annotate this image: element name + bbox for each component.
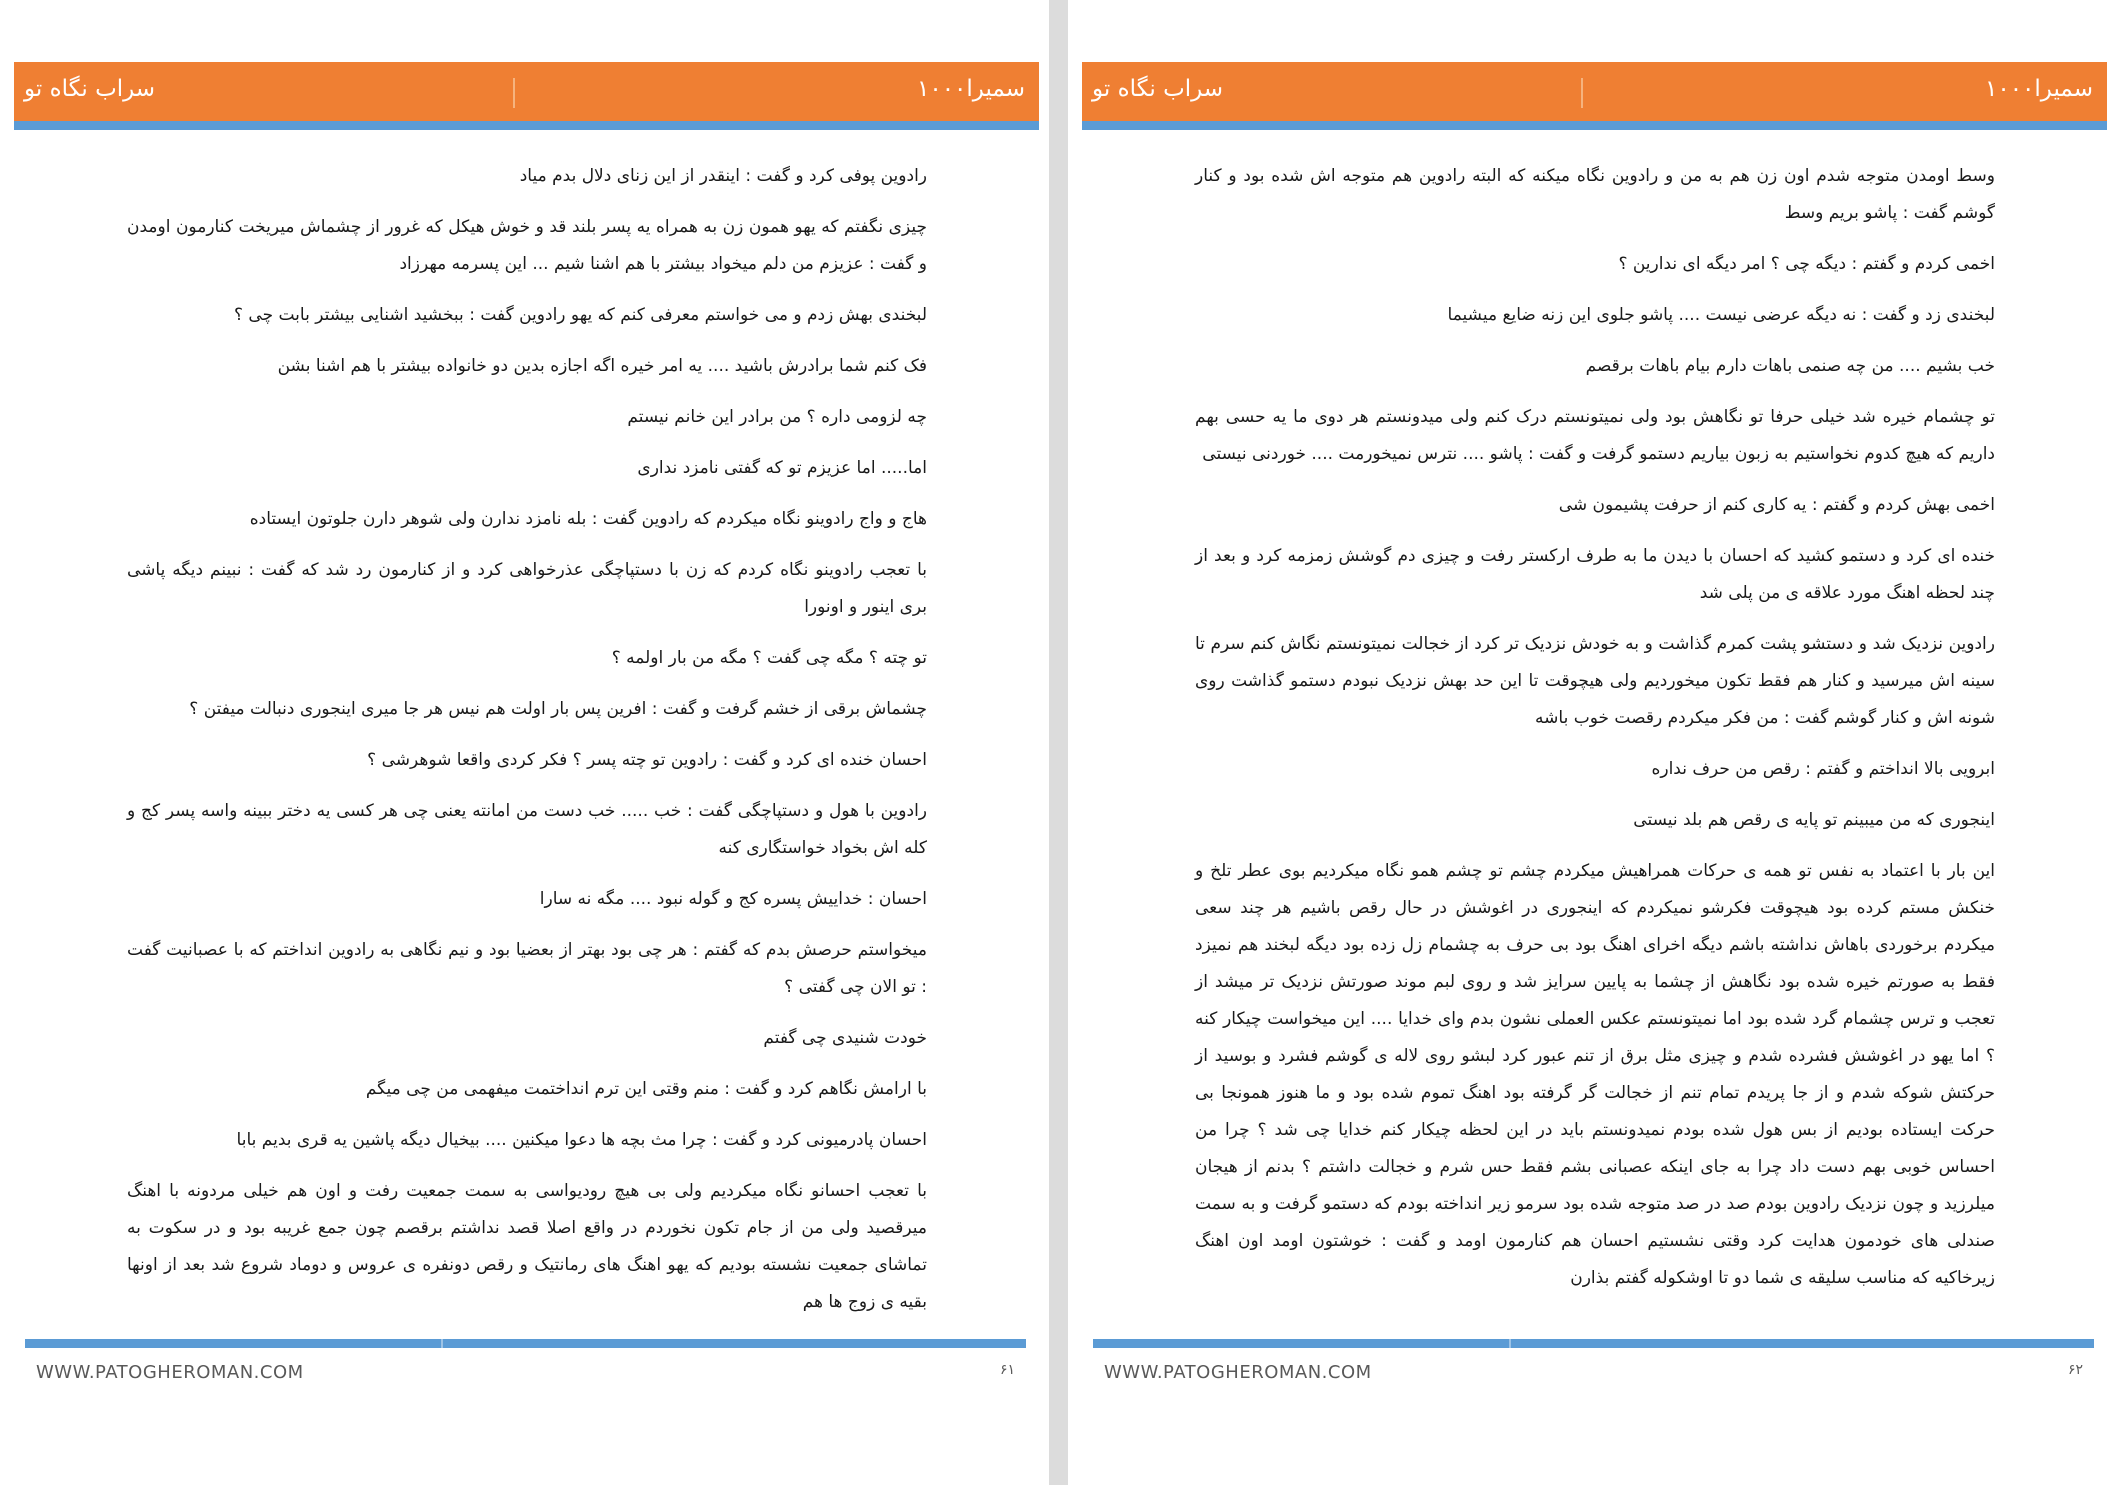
paragraph: احسان : خداییش پسره کج و گوله نبود .... مگه نه سارا bbox=[539, 889, 927, 909]
footer-rule-tick bbox=[1509, 1339, 1511, 1348]
paragraph: خودت شنیدی چی گفتم bbox=[763, 1028, 927, 1048]
website-link[interactable]: WWW.PATOGHEROMAN.COM bbox=[1104, 1362, 1372, 1383]
paragraph: اخمی کردم و گفتم : دیگه چی ؟ امر دیگه ای ندارین ؟ bbox=[1618, 254, 1995, 274]
page-gutter bbox=[1049, 0, 1068, 1485]
page-body bbox=[1195, 158, 1995, 1311]
paragraph: با ارامش نگاهم کرد و گفت : منم وقتی این ترم انداختمت میفهمی من چی میگم bbox=[365, 1079, 927, 1099]
paragraph: احسان خنده ای کرد و گفت : رادوین تو چته پسر ؟ فکر کردی واقعا شوهرشی ؟ bbox=[367, 750, 927, 770]
paragraph: وسط اومدن متوجه شدم اون زن هم به من و رادوین نگاه میکنه که البته رادوین هم متوجه اش شده بود و کنار گوشم گفت : پاشو بریم وسط bbox=[1195, 166, 1995, 223]
website-link[interactable]: WWW.PATOGHEROMAN.COM bbox=[36, 1362, 304, 1383]
paragraph: رادوین نزدیک شد و دستشو پشت کمرم گذاشت و به خودش نزدیک تر کرد از خجالت نمیتونستم نگاش کنم سرم تا سینه اش میرسید و کنار هم فقط تکون میخوردیم ولی هیچوقت تا این حد بهش نزدیک نبودم دستمو گذاشت روی شونه اش و کنار گوشم گفت : من فکر میکردم رقصت خوب باشه bbox=[1195, 634, 1995, 728]
paragraph: فک کنم شما برادرش باشید .... یه امر خیره اگه اجازه بدین دو خانواده بیشتر با هم اشنا بشن bbox=[277, 356, 927, 376]
paragraph: لبخندی بهش زدم و می خواستم معرفی کنم که یهو رادوین گفت : ببخشید اشنایی بیشتر بابت چی ؟ bbox=[233, 305, 927, 325]
paragraph: رادوین با هول و دستپاچگی گفت : خب ..... خب دست من امانته یعنی چی هر کسی یه دختر ببینه واسه پسر کج و کله اش بخواد خواستگاری کنه bbox=[127, 801, 927, 858]
book-author: سمیرا۱۰۰۰ bbox=[1984, 76, 2093, 102]
paragraph: چشماش برقی از خشم گرفت و گفت : افرین پس بار اولت هم نیس هر جا میری اینجوری دنبالت میفتن ؟ bbox=[189, 699, 927, 719]
paragraph: ابرویی بالا انداختم و گفتم : رقص من حرف نداره bbox=[1651, 759, 1995, 779]
page-body bbox=[127, 158, 927, 1335]
paragraph: چیزی نگفتم که یهو همون زن به همراه یه پسر بلند قد و خوش هیکل که غرور از چشماش میریخت کنارمون اومدن و گفت : عزیزم من دلم میخواد بیشتر با هم اشنا شیم ... این پسرمه مهرزاد bbox=[127, 217, 927, 274]
footer-rule-tick bbox=[441, 1339, 443, 1348]
footer-rule bbox=[1093, 1339, 2094, 1348]
book-title: سراب نگاه تو bbox=[24, 76, 156, 102]
paragraph: چه لزومی داره ؟ من برادر این خانم نیستم bbox=[627, 407, 927, 427]
footer-rule bbox=[25, 1339, 1026, 1348]
paragraph: لبخندی زد و گفت : نه دیگه عرضی نیست .... پاشو جلوی این زنه ضایع میشیما bbox=[1447, 305, 1995, 325]
header-rule bbox=[1082, 121, 2107, 130]
page-number: ۶۲ bbox=[2067, 1362, 2083, 1378]
book-title: سراب نگاه تو bbox=[1092, 76, 1224, 102]
header-divider bbox=[514, 78, 515, 108]
paragraph: میخواستم حرصش بدم که گفتم : هر چی بود بهتر از بعضیا بود و نیم نگاهی به رادوین انداختم که با عصبانیت گفت : تو الان چی گفتی ؟ bbox=[127, 940, 927, 997]
page-header bbox=[1082, 62, 2107, 121]
paragraph: اما..... اما عزیزم تو که گفتی نامزد نداری bbox=[637, 458, 927, 478]
left-page bbox=[14, 0, 1039, 1485]
paragraph: خنده ای کرد و دستمو کشید که احسان با دیدن ما به طرف ارکستر رفت و چیزی دم گوشش زمزمه کرد و بعد از چند لحظه اهنگ مورد علاقه ی من پلی شد bbox=[1195, 546, 1995, 603]
page-number: ۶۱ bbox=[999, 1362, 1015, 1378]
paragraph: هاج و واج رادوینو نگاه میکردم که رادوین گفت : بله نامزد ندارن ولی شوهر دارن جلوتون ایستاده bbox=[249, 509, 927, 529]
paragraph: خب بشیم .... من چه صنمی باهات دارم بیام باهات برقصم bbox=[1585, 356, 1995, 376]
paragraph: اینجوری که من میبینم تو پایه ی رقص هم بلد نیستی bbox=[1633, 810, 1995, 830]
paragraph: این بار با اعتماد به نفس تو همه ی حرکات همراهیش میکردم چشم تو چشم همو نگاه میکردیم بوی عطر تلخ و خنکش مستم کرده بود هیچوقت فکرشو نمیکردم که اینجوری در اغوشش در حال رقص باشیم هر چند سعی میکردم برخوردی باهاش نداشته باشم دیگه اخرای اهنگ بود بی حرف به چشمام زل زده بود دیگه لبخند هم نمیزد فقط به صورتم خیره شده بود نگاهش از چشما به پایین سرایز شد و روی لبم موند صورتش نزدیک تر میشد از تعجب و ترس چشمام گرد شده بود اما نمیتونستم عکس العملی نشون بدم وای خدایا .... این میخواست چیکار کنه ؟ اما یهو در اغوشش فشرده شدم و چیزی مثل برق از تنم عبور کرد لبشو روی لاله ی گوشم فشرد و بوسید از حرکتش شوکه شدم و از جا پریدم تمام تنم از خجالت گر گرفته بود اهنگ تموم شده بود و ما هنوز همونجا بی حرکت ایستاده بودیم از بس هول شده بودم نمیدونستم باید در این لحظه چیکار کنم خدایا چی شد ؟ چرا من احساس خوبی بهم دست داد چرا به جای اینکه عصبانی بشم فقط حس شرم و خجالت داشتم ؟ بدنم از هیجان میلرزید و چون نزدیک رادوین بودم صد در صد متوجه شده بود سرمو زیر انداخته بودم که دستمو گرفت و به سمت صندلی های خودمون هدایت کرد وقتی نشستیم احسان هم کنارمون اومد و گفت : خوشتون اومد اون اهنگ زیرخاکیه که مناسب سلیقه ی شما دو تا اوشکوله گفتم بذارن bbox=[1195, 861, 1995, 1288]
paragraph: تو چشمام خیره شد خیلی حرفا تو نگاهش بود ولی نمیتونستم درک کنم ولی میدونستم هر دوی ما یه حسی بهم داریم که هیچ کدوم نخواستیم به زبون بیاریم دستمو گرفت و گفت : پاشو .... نترس نمیخورمت .... خوردنی نیستی bbox=[1195, 407, 1995, 464]
paragraph: با تعجب احسانو نگاه میکردیم ولی بی هیچ رودیواسی به سمت جمعیت رفت و اون هم خیلی مردونه با اهنگ میرقصید ولی من از جام تکون نخوردم در واقع اصلا قصد نداشتم برقصم چون جمع غریبه بود و در سکوت به تماشای جمعیت نشسته بودیم که یهو اهنگ های رمانتیک و رقص دونفره ی عروس و دوماد شروع شد بعد از اونها بقیه ی زوج ها هم bbox=[127, 1181, 927, 1312]
paragraph: اخمی بهش کردم و گفتم : یه کاری کنم از حرفت پشیمون شی bbox=[1558, 495, 1995, 515]
book-author: سمیرا۱۰۰۰ bbox=[916, 76, 1025, 102]
paragraph: با تعجب رادوینو نگاه کردم که زن با دستپاچگی عذرخواهی کرد و از کنارمون رد شد که گفت : نبینم دیگه پاشی بری اینور و اونورا bbox=[127, 560, 927, 617]
header-divider bbox=[1582, 78, 1583, 108]
paragraph: رادوین پوفی کرد و گفت : اینقدر از این زنای دلال بدم میاد bbox=[519, 166, 927, 186]
header-rule bbox=[14, 121, 1039, 130]
right-page bbox=[1082, 0, 2107, 1485]
paragraph: احسان پادرمیونی کرد و گفت : چرا مث بچه ها دعوا میکنین .... بیخیال دیگه پاشین یه قری بدیم بابا bbox=[236, 1130, 927, 1150]
paragraph: تو چته ؟ مگه چی گفت ؟ مگه من بار اولمه ؟ bbox=[611, 648, 927, 668]
page-header bbox=[14, 62, 1039, 121]
